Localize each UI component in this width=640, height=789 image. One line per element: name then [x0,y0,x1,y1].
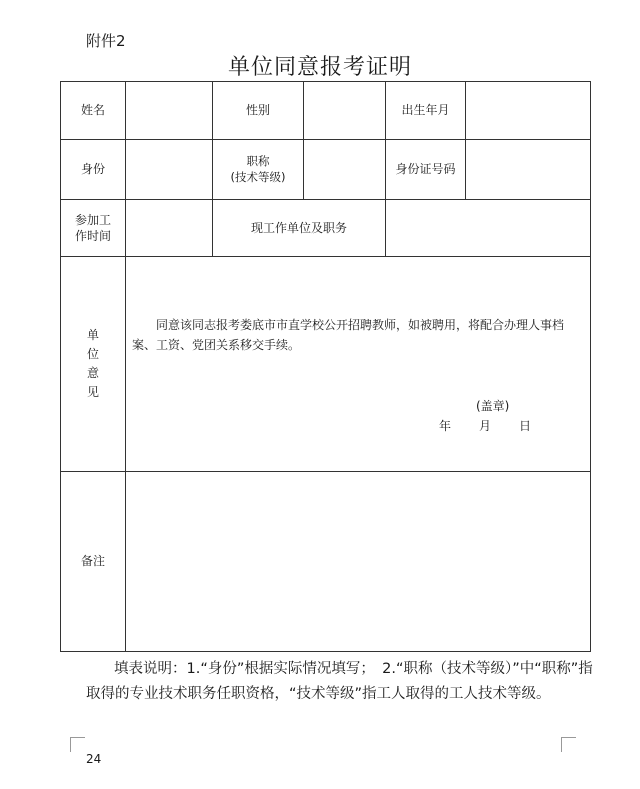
work-start-label-line2: 作时间 [74,229,111,243]
identity-field[interactable] [126,140,213,200]
work-start-field[interactable] [126,200,213,257]
page-title: 单位同意报考证明 [227,55,412,80]
crop-mark-right [561,737,576,752]
date-month: 月 [479,419,492,433]
professional-title-label-line2: (技术等级) [230,169,286,184]
unit-opinion-cell[interactable] [126,257,591,472]
crop-mark-left [70,737,85,752]
id-number-field[interactable] [466,140,591,200]
professional-title-label [213,140,304,200]
unit-opinion-label [61,257,126,472]
remarks-field[interactable] [126,472,591,652]
id-number-label: 身份证号码 [386,140,466,200]
remarks-label: 备注 [61,472,126,652]
date-line [439,417,531,434]
professional-title-label-line1: 职称 [246,153,270,168]
opinion-char-2: 位 [86,347,99,361]
gender-label: 性别 [213,82,304,140]
work-start-label-line1: 参加工 [74,212,111,227]
seal-label: (盖章) [476,399,510,413]
current-unit-field[interactable] [386,200,591,257]
form-instructions: 填表说明：1.“身份”根据实际情况填写； 2.“职称（技术等级）”中“职称”指取得的专业技术职务任职资格，“技术等级”指工人取得的工人技术等级。 [86,661,593,702]
opinion-char-1: 单 [86,328,99,342]
identity-label: 身份 [61,140,126,200]
attachment-label: 附件2 [86,32,126,50]
work-start-label [61,200,126,257]
opinion-char-4: 见 [86,385,99,399]
birth-date-label: 出生年月 [386,82,466,140]
name-label: 姓名 [61,82,126,140]
professional-title-field[interactable] [304,140,386,200]
date-year: 年 [439,419,452,433]
date-day: 日 [519,419,532,433]
opinion-char-3: 意 [86,366,99,380]
gender-field[interactable] [304,82,386,140]
consent-form-table [60,81,591,652]
birth-date-field[interactable] [466,82,591,140]
unit-opinion-text: 同意该同志报考娄底市市直学校公开招聘教师，如被聘用，将配合办理人事档案、工资、党团关系移交手续。 [132,318,565,352]
page-number: 24 [86,752,102,766]
name-field[interactable] [126,82,213,140]
current-unit-label: 现工作单位及职务 [213,200,386,257]
unit-opinion-label-chars [86,326,100,402]
